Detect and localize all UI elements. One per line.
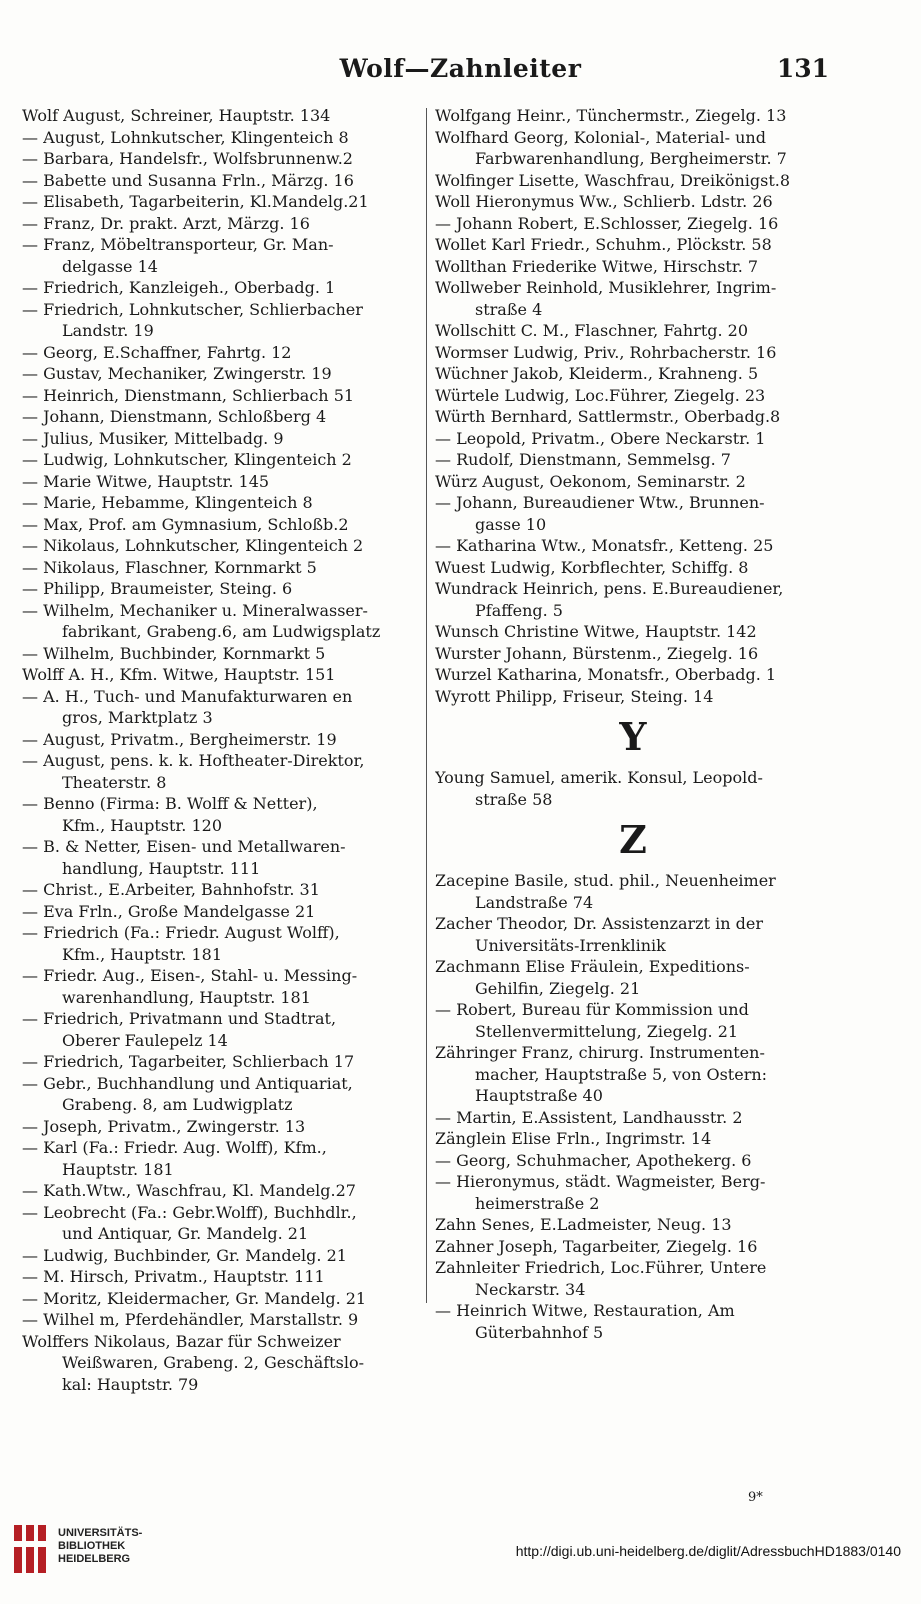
- library-name: [58, 1527, 142, 1566]
- entry-continuation: Universitäts-Irrenklinik: [475, 935, 666, 955]
- entry-continuation: Neckarstr. 34: [475, 1279, 586, 1299]
- directory-entry: Woll Hieronymus Ww., Schlierb. Ldstr. 26: [435, 192, 773, 211]
- directory-entry: — Wilhelm, Buchbinder, Kornmarkt 5: [22, 643, 326, 663]
- entry-continuation: Kfm., Hauptstr. 120: [62, 815, 223, 835]
- directory-entry: — Wilhel m, Pferdehändler, Marstallstr. 9: [22, 1310, 359, 1329]
- directory-entry: — Gebr., Buchhandlung und Antiquariat,: [22, 1073, 353, 1093]
- directory-entry: — Franz, Möbeltransporteur, Gr. Man-: [22, 235, 334, 254]
- directory-entry: Zähringer Franz, chirurg. Instrumenten-: [435, 1043, 765, 1062]
- directory-entry: — Rudolf, Dienstmann, Semmelsg. 7: [435, 450, 731, 469]
- directory-entry: Zacher Theodor, Dr. Assistenzarzt in der: [435, 914, 763, 933]
- directory-entry: — Friedrich, Lohnkutscher, Schlierbacher: [22, 299, 363, 319]
- footer-bar: [0, 1513, 921, 1604]
- directory-entry: Wurzel Katharina, Monatsfr., Oberbadg. 1: [435, 665, 777, 684]
- entry-continuation: warenhandlung, Hauptstr. 181: [62, 987, 311, 1007]
- entry-continuation: Gehilfin, Ziegelg. 21: [475, 978, 641, 998]
- directory-entry: — Friedr. Aug., Eisen-, Stahl- u. Messing-: [22, 966, 358, 985]
- directory-entry: Wurster Johann, Bürstenm., Ziegelg. 16: [435, 643, 759, 663]
- directory-entry: — Franz, Dr. prakt. Arzt, Märzg. 16: [22, 213, 310, 233]
- directory-entry: Zahnleiter Friedrich, Loc.Führer, Untere: [435, 1258, 767, 1277]
- entry-continuation: straße 4: [475, 299, 543, 319]
- directory-entry: Zänglein Elise Frln., Ingrimstr. 14: [435, 1129, 712, 1148]
- page-header: [0, 50, 921, 90]
- directory-entry: — Kath.Wtw., Waschfrau, Kl. Mandelg.27: [22, 1181, 356, 1200]
- directory-entry: — Babette und Susanna Frln., Märzg. 16: [22, 170, 354, 190]
- directory-entry: — Johann, Dienstmann, Schloßberg 4: [22, 407, 327, 426]
- entry-continuation: kal: Hauptstr. 79: [62, 1374, 199, 1394]
- running-title: Wolf—Zahnleiter: [339, 54, 582, 83]
- entry-continuation: handlung, Hauptstr. 111: [62, 858, 261, 878]
- directory-entry: Würz August, Oekonom, Seminarstr. 2: [435, 471, 746, 491]
- directory-entry: — Nikolaus, Lohnkutscher, Klingenteich 2: [22, 536, 364, 555]
- directory-entry: — B. & Netter, Eisen- und Metallwaren-: [22, 837, 346, 856]
- directory-entry: — Wilhelm, Mechaniker u. Mineralwasser-: [22, 600, 368, 620]
- directory-entry: Young Samuel, amerik. Konsul, Leopold-: [435, 768, 763, 787]
- directory-entry: Wuest Ludwig, Korbflechter, Schiffg. 8: [435, 557, 749, 577]
- directory-entry: — Moritz, Kleidermacher, Gr. Mandelg. 21: [22, 1288, 367, 1308]
- directory-entry: — Eva Frln., Große Mandelgasse 21: [22, 901, 316, 921]
- directory-entry: — Katharina Wtw., Monatsfr., Ketteng. 25: [435, 536, 774, 555]
- directory-entry: — Barbara, Handelsfr., Wolfsbrunnenw.2: [22, 149, 353, 168]
- logo-line: UNIVERSITÄTS-: [58, 1527, 143, 1539]
- directory-entry: Zachmann Elise Fräulein, Expeditions-: [435, 957, 750, 976]
- entry-continuation: Oberer Faulepelz 14: [62, 1030, 228, 1050]
- directory-entry: — Heinrich, Dienstmann, Schlierbach 51: [22, 385, 355, 405]
- directory-entry: Wyrott Philipp, Friseur, Steing. 14: [435, 686, 714, 706]
- directory-entry: — Robert, Bureau für Kommission und: [435, 1000, 749, 1019]
- entry-continuation: fabrikant, Grabeng.6, am Ludwigsplatz: [62, 622, 381, 641]
- entry-continuation: Hauptstraße 40: [475, 1086, 603, 1105]
- directory-entry: — Johann, Bureaudiener Wtw., Brunnen-: [435, 493, 765, 512]
- directory-entry: — Nikolaus, Flaschner, Kornmarkt 5: [22, 557, 317, 577]
- entry-continuation: Theaterstr. 8: [62, 772, 167, 792]
- directory-entry: Zahn Senes, E.Ladmeister, Neug. 13: [435, 1215, 732, 1234]
- directory-entry: — Georg, E.Schaffner, Fahrtg. 12: [22, 342, 292, 362]
- university-seal-icon: [10, 1521, 50, 1577]
- section-letter: Z: [619, 817, 647, 862]
- directory-entry: Würtele Ludwig, Loc.Führer, Ziegelg. 23: [435, 385, 766, 405]
- directory-entry: Wollschitt C. M., Flaschner, Fahrtg. 20: [435, 321, 749, 340]
- entry-continuation: Grabeng. 8, am Ludwigplatz: [62, 1095, 293, 1114]
- directory-entry: — Heinrich Witwe, Restauration, Am: [435, 1301, 735, 1320]
- directory-entry: — Johann Robert, E.Schlosser, Ziegelg. 16: [435, 213, 779, 233]
- directory-entry: — Gustav, Mechaniker, Zwingerstr. 19: [22, 364, 332, 383]
- directory-entry: Wolff A. H., Kfm. Witwe, Hauptstr. 151: [22, 665, 336, 684]
- directory-entry: — A. H., Tuch- und Manufakturwaren en: [22, 686, 353, 706]
- directory-entry: — Elisabeth, Tagarbeiterin, Kl.Mandelg.21: [22, 192, 369, 211]
- directory-entry: Wormser Ludwig, Priv., Rohrbacherstr. 16: [435, 342, 777, 362]
- directory-entry: — M. Hirsch, Privatm., Hauptstr. 111: [22, 1267, 325, 1286]
- entry-continuation: Güterbahnhof 5: [475, 1322, 604, 1342]
- entry-continuation: gasse 10: [475, 514, 547, 534]
- directory-entry: — Friedrich, Tagarbeiter, Schlierbach 17: [22, 1052, 355, 1071]
- directory-entry: — Christ., E.Arbeiter, Bahnhofstr. 31: [22, 880, 320, 899]
- directory-entry: Wunsch Christine Witwe, Hauptstr. 142: [435, 622, 757, 641]
- source-url-link[interactable]: http://digi.ub.uni-heidelberg.de/diglit/AdressbuchHD1883/0140: [515, 1543, 901, 1559]
- directory-entry: — Julius, Musiker, Mittelbadg. 9: [22, 428, 284, 448]
- directory-entry: Würth Bernhard, Sattlermstr., Oberbadg.8: [435, 407, 781, 426]
- directory-entry: Wollthan Friederike Witwe, Hirschstr. 7: [435, 256, 759, 276]
- entry-continuation: Farbwarenhandlung, Bergheimerstr. 7: [475, 149, 787, 168]
- entry-continuation: macher, Hauptstraße 5, von Ostern:: [475, 1064, 768, 1084]
- directory-entry: — Ludwig, Lohnkutscher, Klingenteich 2: [22, 450, 352, 469]
- directory-entry: Zacepine Basile, stud. phil., Neuenheimer: [435, 871, 776, 890]
- directory-entry: — Martin, E.Assistent, Landhausstr. 2: [435, 1107, 743, 1127]
- directory-entry: — Marie, Hebamme, Klingenteich 8: [22, 493, 313, 512]
- column-divider: [426, 108, 427, 1303]
- logo-line: BIBLIOTHEK: [58, 1540, 126, 1552]
- directory-entry: — Leopold, Privatm., Obere Neckarstr. 1: [435, 428, 766, 448]
- entry-continuation: Landstr. 19: [62, 321, 154, 340]
- directory-entry: Wolfhard Georg, Kolonial-, Material- und: [435, 127, 766, 147]
- page-number: 131: [776, 54, 829, 83]
- directory-entry: — August, Lohnkutscher, Klingenteich 8: [22, 127, 349, 147]
- directory-entry: — Karl (Fa.: Friedr. Aug. Wolff), Kfm.,: [22, 1138, 327, 1157]
- section-letter: Y: [619, 714, 647, 759]
- directory-entry: — Ludwig, Buchbinder, Gr. Mandelg. 21: [22, 1245, 347, 1265]
- library-logo[interactable]: [10, 1519, 160, 1581]
- directory-entry: — August, pens. k. k. Hoftheater-Direktor,: [22, 751, 365, 770]
- directory-entry: Wolffers Nikolaus, Bazar für Schweizer: [22, 1331, 341, 1351]
- directory-entry: — Marie Witwe, Hauptstr. 145: [22, 471, 270, 491]
- entry-continuation: gros, Marktplatz 3: [62, 708, 213, 727]
- directory-entry: — August, Privatm., Bergheimerstr. 19: [22, 729, 337, 749]
- directory-entry: — Georg, Schuhmacher, Apothekerg. 6: [435, 1150, 752, 1170]
- entry-continuation: Weißwaren, Grabeng. 2, Geschäftslo-: [62, 1353, 364, 1372]
- directory-entry: — Philipp, Braumeister, Steing. 6: [22, 579, 293, 598]
- directory-entry: — Leobrecht (Fa.: Gebr.Wolff), Buchhdlr.,: [22, 1202, 357, 1222]
- directory-entry: — Friedrich, Kanzleigeh., Oberbadg. 1: [22, 278, 336, 297]
- logo-line: HEIDELBERG: [58, 1553, 131, 1565]
- right-column: [435, 105, 831, 1343]
- directory-entry: Wollet Karl Friedr., Schuhm., Plöckstr. 58: [435, 235, 772, 254]
- entry-continuation: und Antiquar, Gr. Mandelg. 21: [62, 1224, 309, 1243]
- directory-entry: — Benno (Firma: B. Wolff & Netter),: [22, 794, 318, 813]
- entry-continuation: delgasse 14: [62, 256, 158, 276]
- directory-entry: Wollweber Reinhold, Musiklehrer, Ingrim-: [435, 278, 777, 297]
- directory-entry: Zahner Joseph, Tagarbeiter, Ziegelg. 16: [435, 1236, 758, 1256]
- directory-entry: — Joseph, Privatm., Zwingerstr. 13: [22, 1116, 306, 1136]
- directory-entry: — Friedrich, Privatmann und Stadtrat,: [22, 1009, 337, 1028]
- entry-continuation: Hauptstr. 181: [62, 1159, 174, 1179]
- directory-entry: Wüchner Jakob, Kleiderm., Krahneng. 5: [435, 364, 759, 383]
- entry-continuation: heimerstraße 2: [475, 1193, 600, 1213]
- left-column: [22, 105, 420, 1395]
- signature-mark: 9*: [748, 1490, 763, 1505]
- directory-entry: — Friedrich (Fa.: Friedr. August Wolff),: [22, 923, 340, 942]
- entry-continuation: Landstraße 74: [475, 892, 594, 912]
- entry-continuation: Kfm., Hauptstr. 181: [62, 944, 223, 964]
- directory-entry: Wolf August, Schreiner, Hauptstr. 134: [22, 106, 331, 125]
- entry-continuation: Pfaffeng. 5: [475, 600, 563, 620]
- directory-entry: — Max, Prof. am Gymnasium, Schloßb.2: [22, 514, 349, 534]
- entry-continuation: Stellenvermittelung, Ziegelg. 21: [475, 1021, 739, 1041]
- entry-continuation: straße 58: [475, 789, 553, 809]
- directory-entry: Wundrack Heinrich, pens. E.Bureaudiener,: [435, 579, 784, 598]
- directory-entry: Wolfinger Lisette, Waschfrau, Dreikönigst.8: [435, 170, 791, 190]
- directory-entry: Wolfgang Heinr., Tünchermstr., Ziegelg. 13: [435, 106, 787, 125]
- directory-entry: — Hieronymus, städt. Wagmeister, Berg-: [435, 1172, 766, 1191]
